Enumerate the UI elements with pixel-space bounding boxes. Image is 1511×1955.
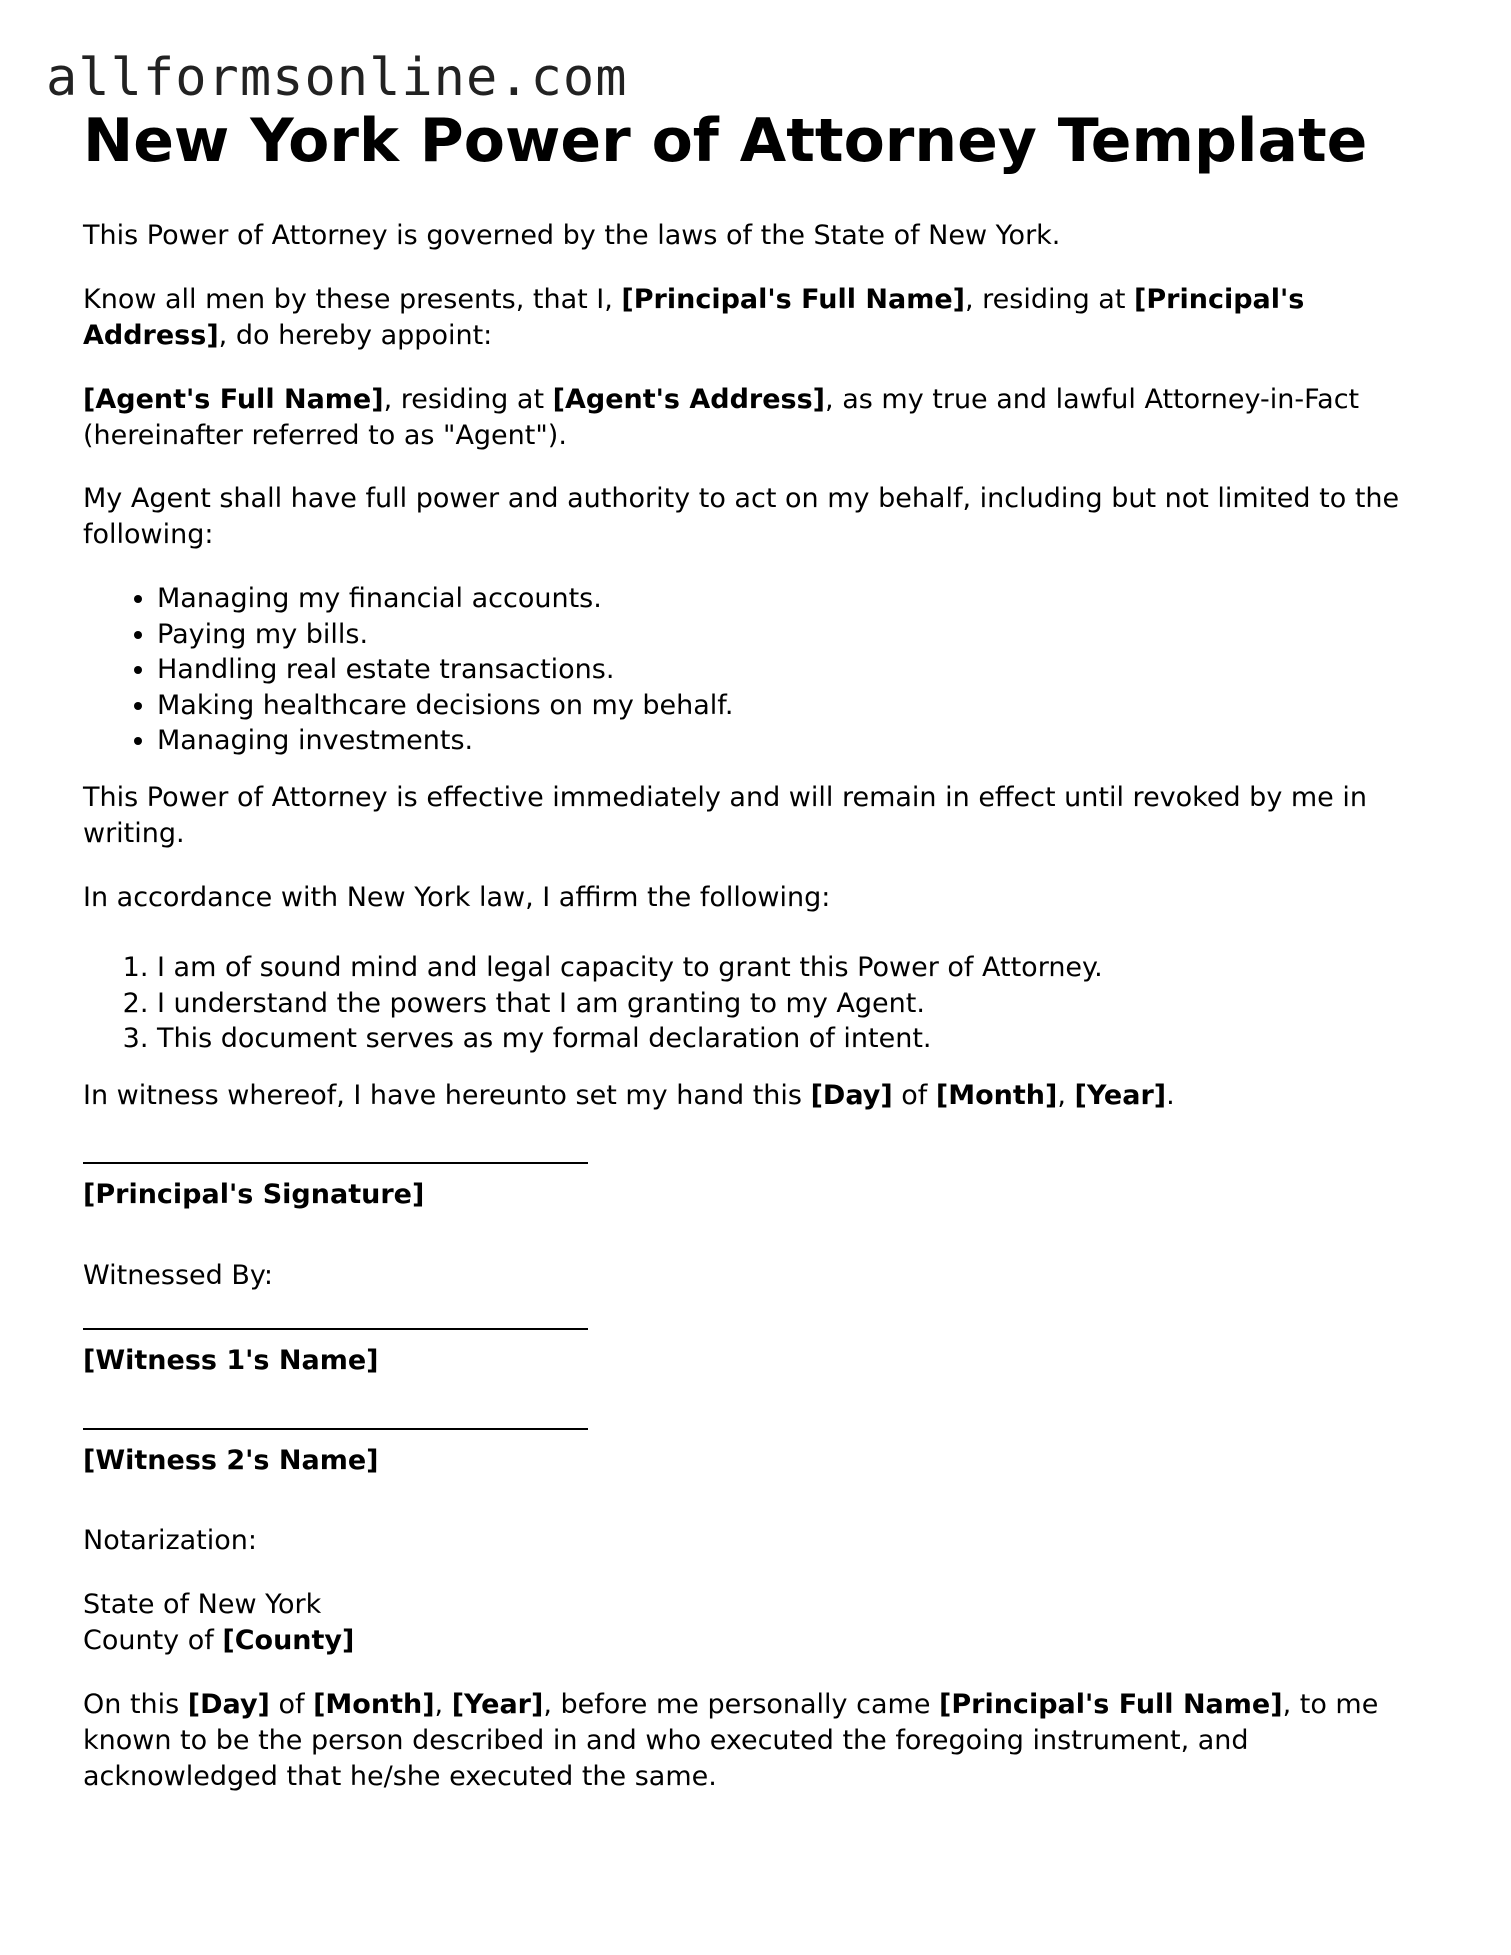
agent-name-placeholder: [Agent's Full Name] [83, 384, 384, 415]
witness2-signature-line [83, 1428, 588, 1430]
principal-signature-block [83, 1162, 1428, 1213]
principal-signature-line [83, 1162, 588, 1164]
powers-intro: My Agent shall have full power and authority to act on my behalf, including but not limited to the following: [83, 483, 1400, 550]
list-item: 2. I understand the powers that I am granting to my Agent. [157, 986, 1428, 1022]
appointment-paragraph: Know all men by these presents, that I, [Principal's Full Name], residing at [Principal's Address], do hereby appoint: [83, 284, 1305, 351]
affirmations-list [83, 950, 1428, 1057]
witness1-name-label: [Witness 1's Name] [83, 1345, 379, 1376]
document [83, 100, 1428, 1792]
principal-address-placeholder: [Principal's Address] [83, 284, 1305, 351]
day-placeholder: [Day] [187, 1689, 270, 1720]
governing-law-paragraph: This Power of Attorney is governed by the laws of the State of New York. [83, 220, 1061, 251]
agent-address-placeholder: [Agent's Address] [552, 384, 826, 415]
witnessed-by-label: Witnessed By: [83, 1260, 274, 1291]
month-placeholder: [Month] [935, 1080, 1058, 1111]
witness-clause: In witness whereof, I have hereunto set my hand this [Day] of [Month], [Year]. [83, 1080, 1175, 1111]
county-placeholder: [County] [222, 1625, 355, 1656]
principal-name-placeholder: [Principal's Full Name] [939, 1689, 1283, 1720]
notarization-label: Notarization: [83, 1525, 257, 1556]
effective-paragraph: This Power of Attorney is effective immediately and will remain in effect until revoked by me in writing. [83, 782, 1367, 849]
list-item: 1. I am of sound mind and legal capacity to grant this Power of Attorney. [157, 950, 1428, 986]
notary-venue [83, 1587, 1428, 1659]
page-title: New York Power of Attorney Template [83, 106, 1368, 176]
powers-list [83, 581, 1428, 759]
agent-paragraph: [Agent's Full Name], residing at [Agent's Address], as my true and lawful Attorney-in-Fact (hereinafter referred to as "Agent"). [83, 384, 1360, 451]
witness2-name-label: [Witness 2's Name] [83, 1445, 379, 1476]
month-placeholder: [Month] [313, 1689, 435, 1720]
witness1-signature-block [83, 1328, 1428, 1379]
day-placeholder: [Day] [810, 1080, 893, 1111]
list-item: • Managing investments. [157, 723, 1428, 759]
list-item: 3. This document serves as my formal declaration of intent. [157, 1021, 1428, 1057]
county-line: County of [County] [83, 1625, 355, 1656]
witness1-signature-line [83, 1328, 588, 1330]
state-line: State of New York [83, 1589, 322, 1620]
year-placeholder: [Year] [1074, 1080, 1167, 1111]
witness2-signature-block [83, 1428, 1428, 1479]
notary-clause: On this [Day] of [Month], [Year], before me personally came [Principal's Full Name], to me known to be the person described in and who executed the foregoing instrument, and acknowledged that he/she executed the same. [83, 1689, 1379, 1792]
list-item: • Paying my bills. [157, 617, 1428, 653]
list-item: • Managing my financial accounts. [157, 581, 1428, 617]
affirm-intro: In accordance with New York law, I affirm the following: [83, 882, 831, 913]
watermark: allformsonline.com [46, 48, 628, 108]
list-item: • Handling real estate transactions. [157, 652, 1428, 688]
year-placeholder: [Year] [451, 1689, 544, 1720]
principal-name-placeholder: [Principal's Full Name] [621, 284, 965, 315]
principal-signature-label: [Principal's Signature] [83, 1179, 425, 1210]
list-item: • Making healthcare decisions on my behalf. [157, 688, 1428, 724]
